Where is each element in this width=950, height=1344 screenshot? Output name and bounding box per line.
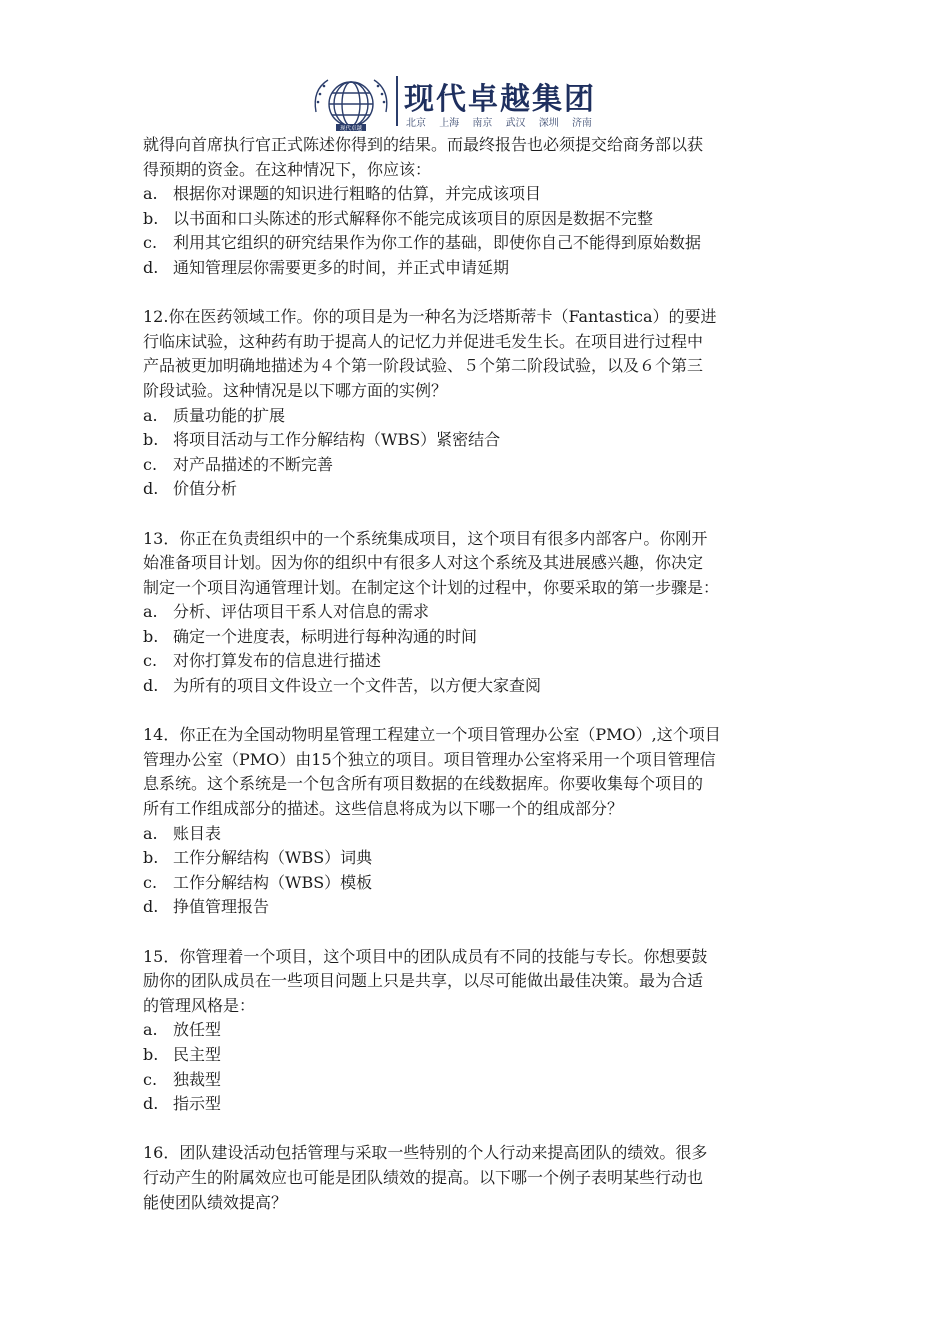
answer-option (143, 1068, 815, 1093)
option-text: 对产品描述的不断完善 (173, 454, 334, 474)
question-block-12 (143, 305, 815, 502)
company-cities (406, 114, 602, 129)
spacer (143, 920, 815, 945)
spacer (143, 502, 815, 527)
question-text-line: 阶段试验。这种情况是以下哪方面的实例？ (143, 380, 448, 400)
question-text-line: 16．团队建设活动包括管理与采取一些特别的个人行动来提高团队的绩效。很多 (143, 1143, 708, 1163)
answer-option (143, 600, 815, 625)
option-letter: c. (143, 872, 158, 892)
option-text: 工作分解结构（WBS）模板 (173, 872, 373, 892)
city-label: 深圳 (538, 118, 559, 129)
logo-seal-text: 现代卓越 (339, 126, 363, 132)
answer-option (143, 1092, 815, 1117)
option-letter: c. (143, 651, 158, 671)
answer-option (143, 477, 815, 502)
answer-option (143, 649, 815, 674)
city-label: 上海 (439, 118, 460, 129)
option-text: 质量功能的扩展 (173, 405, 286, 425)
question-text-line: 行临床试验，这种药有助于提高人的记忆力并促进毛发生长。在项目进行过程中 (143, 331, 704, 351)
option-text: 将项目活动与工作分解结构（WBS）紧密结合 (173, 430, 501, 450)
option-letter: d. (143, 479, 159, 499)
city-label: 北京 (406, 118, 426, 129)
question-text-line: 的管理风格是： (143, 995, 256, 1015)
city-label: 济南 (571, 118, 592, 129)
answer-option (143, 895, 815, 920)
option-letter: a. (143, 823, 158, 843)
option-text: 价值分析 (173, 479, 238, 499)
option-letter: a. (143, 602, 158, 622)
option-letter: c. (143, 454, 158, 474)
question-text-line: 13．你正在负责组织中的一个系统集成项目，这个项目有很多内部客户。你刚开 (143, 528, 708, 548)
option-letter: c. (143, 233, 158, 253)
option-letter: b. (143, 848, 159, 868)
question-text-line: 15．你管理着一个项目，这个项目中的团队成员有不同的技能与专长。你想要鼓 (143, 946, 708, 966)
answer-option (143, 231, 815, 256)
answer-option (143, 428, 815, 453)
answer-option (143, 1043, 815, 1068)
option-letter: b. (143, 1044, 159, 1064)
spacer (143, 281, 815, 306)
option-letter: b. (143, 430, 159, 450)
option-letter: d. (143, 1094, 159, 1114)
logo-divider (396, 76, 398, 126)
option-letter: b. (143, 208, 159, 228)
option-letter: a. (143, 1020, 158, 1040)
answer-option (143, 625, 815, 650)
city-label: 武汉 (505, 118, 526, 129)
question-text-line: 12.你在医药领域工作。你的项目是为一种名为泛塔斯蒂卡（Fantastica）的要进 (143, 307, 717, 327)
company-name: 现代卓越集团 (404, 82, 596, 117)
question-text-line: 14．你正在为全国动物明星管理工程建立一个项目管理办公室（PMO）,这个项目 (143, 725, 721, 745)
question-text-line: 励你的团队成员在一些项目问题上只是共享，以尽可能做出最佳决策。最为合适 (143, 971, 704, 991)
option-text: 确定一个进度表，标明进行每种沟通的时间 (173, 626, 478, 646)
question-text-line: 息系统。这个系统是一个包含所有项目数据的在线数据库。你要收集每个项目的 (143, 774, 704, 794)
answer-option (143, 404, 815, 429)
option-text: 对你打算发布的信息进行描述 (173, 651, 382, 671)
answer-option (143, 822, 815, 847)
question-text-line: 产品被更加明确地描述为４个第一阶段试验、５个第二阶段试验，以及６个第三 (143, 356, 704, 376)
question-block-13 (143, 527, 815, 699)
answer-option (143, 846, 815, 871)
option-text: 工作分解结构（WBS）词典 (173, 848, 373, 868)
option-letter: d. (143, 676, 159, 696)
question-text-line: 得预期的资金。在这种情况下，你应该： (143, 159, 432, 179)
question-block-16 (143, 1141, 815, 1215)
page-header (308, 70, 608, 132)
question-text-line: 管理办公室（PMO）由15个独立的项目。项目管理办公室将采用一个项目管理信 (143, 749, 716, 769)
option-text: 挣值管理报告 (173, 897, 270, 917)
question-text-line: 行动产生的附属效应也可能是团队绩效的提高。以下哪一个例子表明某些行动也 (143, 1167, 704, 1187)
answer-option (143, 256, 815, 281)
question-block-14 (143, 723, 815, 920)
option-text: 账目表 (173, 823, 222, 843)
question-text-line: 制定一个项目沟通管理计划。在制定这个计划的过程中，你要采取的第一步骤是： (143, 577, 720, 597)
answer-option (143, 182, 815, 207)
question-block-intro (143, 133, 815, 281)
city-label: 南京 (472, 118, 493, 129)
option-text: 民主型 (173, 1044, 222, 1064)
option-letter: a. (143, 184, 158, 204)
question-text-line: 始准备项目计划。因为你的组织中有很多人对这个系统及其进展感兴趣，你决定 (143, 553, 704, 573)
answer-option (143, 871, 815, 896)
answer-option (143, 453, 815, 478)
option-letter: a. (143, 405, 158, 425)
option-text: 放任型 (173, 1020, 222, 1040)
spacer (143, 1117, 815, 1142)
answer-option (143, 674, 815, 699)
option-letter: b. (143, 626, 159, 646)
question-text-line: 所有工作组成部分的描述。这些信息将成为以下哪一个的组成部分？ (143, 799, 624, 819)
option-text: 以书面和口头陈述的形式解释你不能完成该项目的原因是数据不完整 (173, 208, 654, 228)
option-text: 根据你对课题的知识进行粗略的估算，并完成该项目 (173, 184, 542, 204)
option-text: 指示型 (173, 1094, 222, 1114)
option-text: 为所有的项目文件设立一个文件苦，以方便大家查阅 (173, 676, 542, 696)
option-letter: d. (143, 257, 159, 277)
spacer (143, 699, 815, 724)
question-text-line: 能使团队绩效提高？ (143, 1192, 288, 1212)
answer-option (143, 1018, 815, 1043)
company-globe-logo (308, 72, 394, 132)
document-body (143, 133, 815, 1215)
option-text: 通知管理层你需要更多的时间，并正式申请延期 (173, 257, 510, 277)
option-text: 独裁型 (173, 1069, 222, 1089)
option-text: 利用其它组织的研究结果作为你工作的基础，即使你自己不能得到原始数据 (173, 233, 702, 253)
option-letter: c. (143, 1069, 158, 1089)
answer-option (143, 207, 815, 232)
question-text-line: 就得向首席执行官正式陈述你得到的结果。而最终报告也必须提交给商务部以获 (143, 135, 704, 154)
option-text: 分析、评估项目干系人对信息的需求 (173, 602, 430, 622)
question-block-15 (143, 945, 815, 1117)
option-letter: d. (143, 897, 159, 917)
